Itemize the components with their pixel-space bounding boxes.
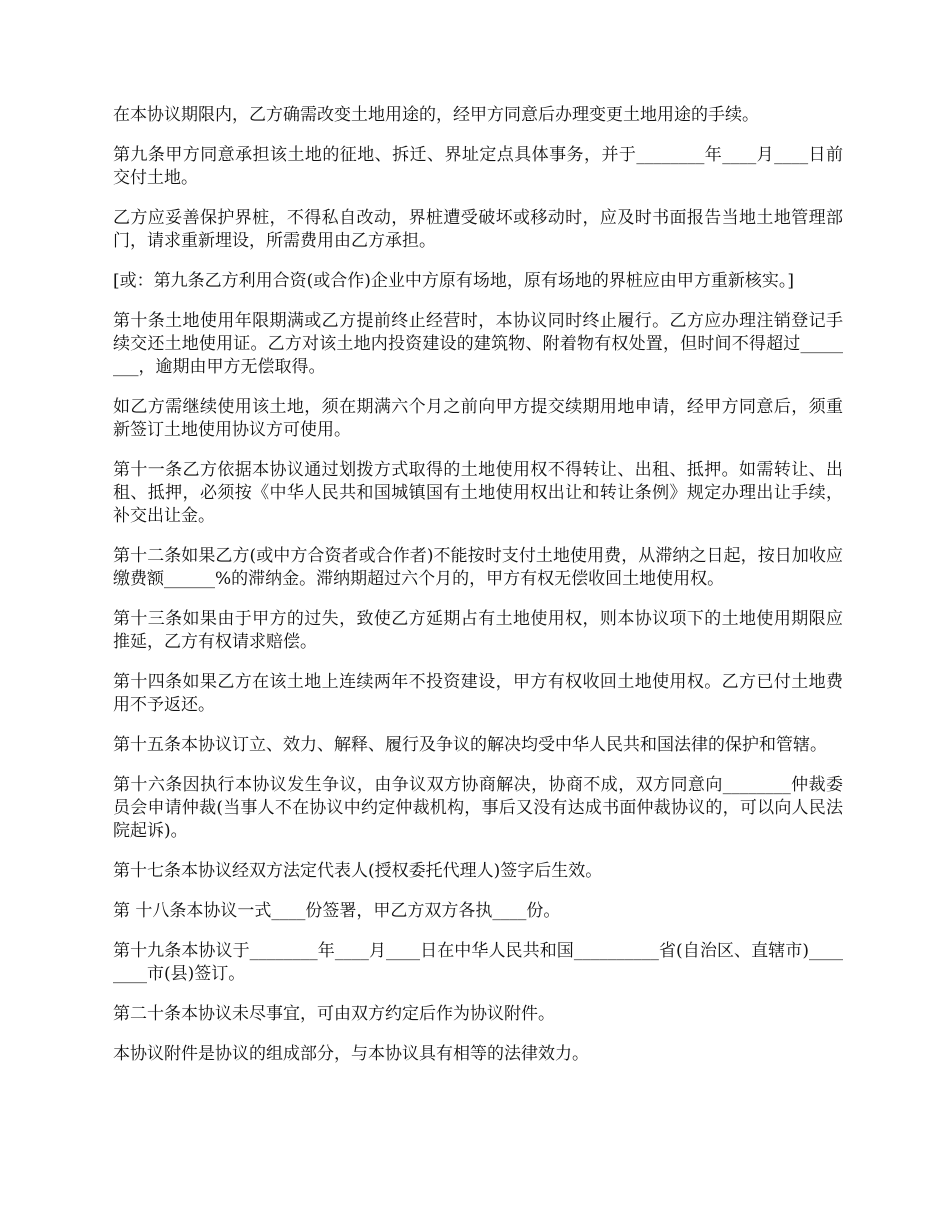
paragraph-article-13: 第十三条如果由于甲方的过失，致使乙方延期占有土地使用权，则本协议项下的土地使用期限应推延，乙方有权请求赔偿。	[113, 609, 843, 652]
paragraph-article-9: 第九条甲方同意承担该土地的征地、拆迁、界址定点具体事务，并于________年____月____日前交付土地。	[113, 145, 843, 188]
paragraph-attachments: 本协议附件是协议的组成部分，与本协议具有相等的法律效力。	[113, 1044, 589, 1064]
paragraph-article-12: 第十二条如果乙方(或中方合资者或合作者)不能按时支付土地使用费，从滞纳之日起，按日加收应缴费额______%的滞纳金。滞纳期超过六个月的，甲方有权无偿收回土地使用权。	[113, 546, 843, 589]
paragraph-article-9-alternative: [或：第九条乙方利用合资(或合作)企业中方原有场地，原有场地的界桩应由甲方重新核实。]	[113, 271, 795, 291]
paragraph-renewal: 如乙方需继续使用该土地，须在期满六个月之前向甲方提交续期用地申请，经甲方同意后，须重新签订土地使用协议方可使用。	[113, 397, 843, 440]
paragraph-article-15: 第十五条本协议订立、效力、解释、履行及争议的解决均受中华人民共和国法律的保护和管辖。	[113, 735, 827, 755]
paragraph-article-16: 第十六条因执行本协议发生争议，由争议双方协商解决，协商不成，双方同意向________仲裁委员会申请仲裁(当事人不在协议中约定仲裁机构，事后又没有达成书面仲裁协议的，可以向人民法院起诉)。	[113, 775, 843, 841]
document-body	[113, 104, 843, 1083]
paragraph-article-10: 第十条土地使用年限期满或乙方提前终止经营时，本协议同时终止履行。乙方应办理注销登记手续交还土地使用证。乙方对该土地内投资建设的建筑物、附着物有权处置，但时间不得超过________，逾期由甲方无偿取得。	[113, 311, 843, 377]
paragraph-article-18: 第 十八条本协议一式____份签署，甲乙方双方各执____份。	[113, 901, 561, 921]
paragraph-article-17: 第十七条本协议经双方法定代表人(授权委托代理人)签字后生效。	[113, 861, 603, 881]
paragraph-article-20: 第二十条本协议未尽事宜，可由双方约定后作为协议附件。	[113, 1004, 555, 1024]
paragraph-boundary-stakes: 乙方应妥善保护界桩，不得私自改动，界桩遭受破坏或移动时，应及时书面报告当地土地管理部门，请求重新埋设，所需费用由乙方承担。	[113, 208, 843, 251]
paragraph-article-14: 第十四条如果乙方在该土地上连续两年不投资建设，甲方有权收回土地使用权。乙方已付土地费用不予返还。	[113, 672, 843, 715]
paragraph-article-11: 第十一条乙方依据本协议通过划拨方式取得的土地使用权不得转让、出租、抵押。如需转让、出租、抵押，必须按《中华人民共和国城镇国有土地使用权出让和转让条例》规定办理出让手续，补交出让金。	[113, 460, 843, 526]
paragraph-article-19: 第十九条本协议于________年____月____日在中华人民共和国__________省(自治区、直辖市)________市(县)签订。	[113, 941, 843, 984]
paragraph-land-use-change: 在本协议期限内，乙方确需改变土地用途的，经甲方同意后办理变更土地用途的手续。	[113, 105, 759, 125]
